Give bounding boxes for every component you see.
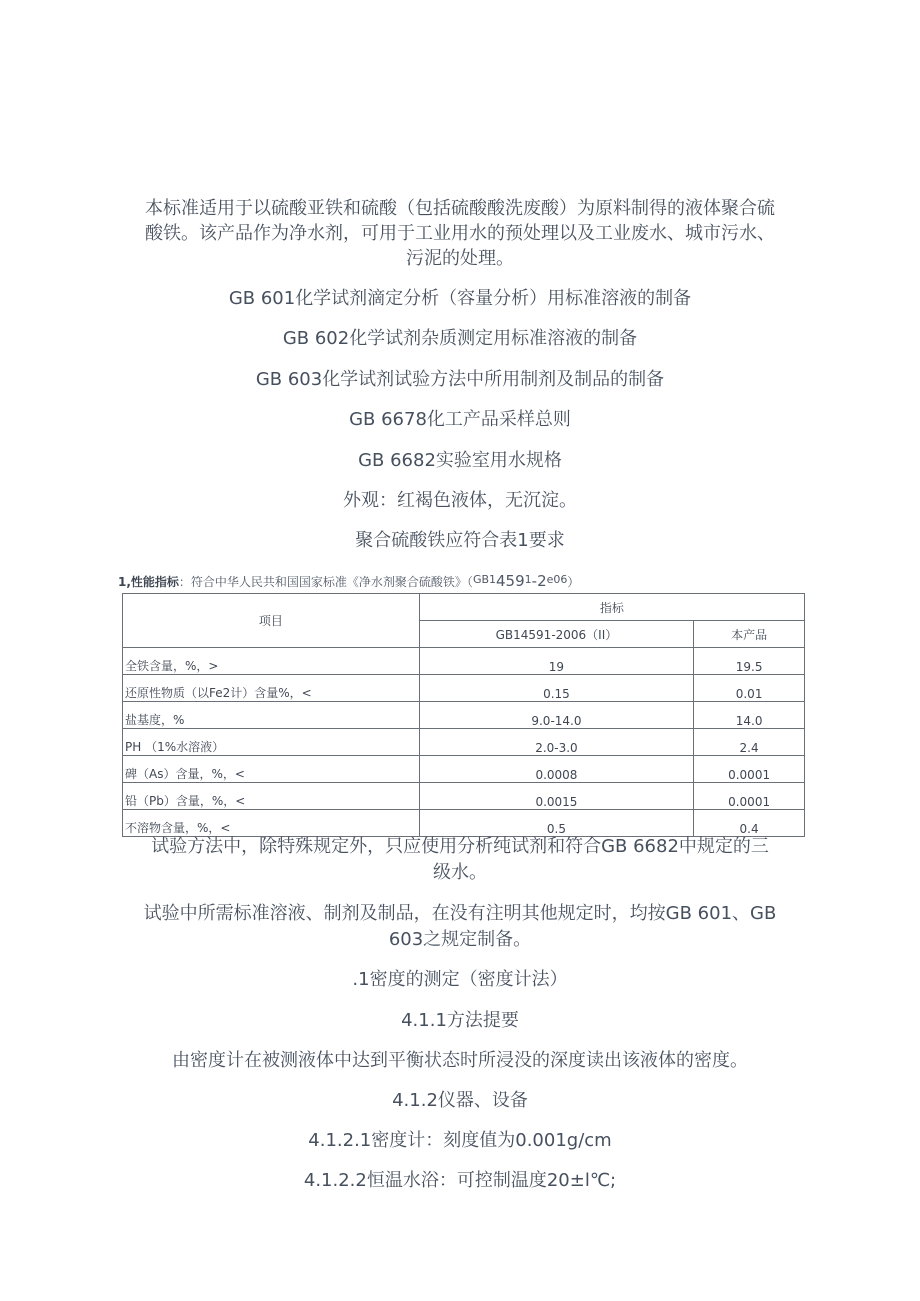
row-gb: 0.5 [419, 810, 694, 837]
caption-sup: GB1 [472, 573, 497, 586]
table-row [123, 729, 805, 756]
row-product: 0.0001 [694, 783, 805, 810]
row-item: 还原性物质（以Fe2计）含量%，< [123, 675, 420, 702]
intro-line-1: 本标准适用于以硫酸亚铁和硫酸（包括硫酸酸洗废酸）为原料制得的液体聚合硫 [145, 198, 775, 219]
row-product: 0.4 [694, 810, 805, 837]
reagent-note-line-2: 603之规定制备。 [388, 929, 532, 950]
intro-line-2: 酸铁。该产品作为净水剂，可用于工业用水的预处理以及工业废水、城市污水、 [145, 223, 775, 244]
caption-tail-1: 459 [496, 572, 525, 590]
section-4-1-2-1: 4.1.2.1密度计：刻度值为0.001g/cm [308, 1130, 612, 1151]
header-item: 项目 [123, 594, 420, 648]
appearance-text: 外观：红褐色液体，无沉淀。 [343, 490, 577, 511]
table-header-row [123, 594, 805, 621]
table-row [123, 702, 805, 729]
method-note-line-1: 试验方法中，除特殊规定外，只应使用分析纯试剂和符合GB 6682中规定的三 [151, 836, 769, 857]
method-note-line-2: 级水。 [433, 862, 487, 883]
reagent-note-line-1: 试验中所需标准溶液、制剂及制品，在没有注明其他规定时，均按GB 601、GB [143, 903, 777, 924]
section-4-1-2: 4.1.2仪器、设备 [392, 1090, 528, 1111]
table-row [123, 675, 805, 702]
row-item: 碑（As）含量，%，< [123, 756, 420, 783]
caption-close: ） [567, 575, 580, 589]
row-item: 全铁含量，%，> [123, 648, 420, 675]
reference-gb603: GB 603化学试剂试验方法中所用制剂及制品的制备 [255, 369, 665, 390]
section-4-1-1: 4.1.1方法提要 [401, 1010, 519, 1031]
row-item: 不溶物含量，%，< [123, 810, 420, 837]
row-product: 14.0 [694, 702, 805, 729]
row-gb: 0.0008 [419, 756, 694, 783]
row-product: 0.0001 [694, 756, 805, 783]
row-item: 盐基度，% [123, 702, 420, 729]
header-index: 指标 [419, 594, 804, 621]
density-title: .1密度的测定（密度计法） [352, 969, 568, 990]
row-product: 2.4 [694, 729, 805, 756]
row-gb: 9.0-14.0 [419, 702, 694, 729]
row-gb: 2.0-3.0 [419, 729, 694, 756]
caption-sup-2: 1 [524, 573, 532, 586]
row-gb: 0.0015 [419, 783, 694, 810]
row-gb: 19 [419, 648, 694, 675]
reference-gb601: GB 601化学试剂滴定分析（容量分析）用标准溶液的制备 [228, 288, 692, 309]
header-product: 本产品 [694, 621, 805, 648]
reference-gb6682: GB 6682实验室用水规格 [358, 450, 562, 471]
table-row [123, 648, 805, 675]
row-item: 铅（Pb）含量，%，< [123, 783, 420, 810]
caption-text: ：符合中华人民共和国国家标准《净水剂聚合硫酸铁》（ [178, 575, 473, 589]
row-item: PH （1%水溶液） [123, 729, 420, 756]
requirement-text: 聚合硫酸铁应符合表1要求 [355, 530, 565, 551]
section-4-1-2-2: 4.1.2.2恒温水浴：可控制温度20±l℃; [303, 1170, 617, 1191]
caption-label: 1,性能指标 [118, 575, 179, 589]
caption-tail-2: -2 [531, 572, 547, 590]
row-product: 0.01 [694, 675, 805, 702]
table-row [123, 810, 805, 837]
section-4-1-1-text: 由密度计在被测液体中达到平衡状态时所浸没的深度读出该液体的密度。 [172, 1050, 748, 1071]
table-caption [118, 572, 579, 590]
caption-sup-3: e06 [546, 573, 568, 586]
row-gb: 0.15 [419, 675, 694, 702]
table-row [123, 756, 805, 783]
header-gb: GB14591-2006（II） [419, 621, 694, 648]
intro-line-3: 污泥的处理。 [406, 248, 514, 269]
reference-gb602: GB 602化学试剂杂质测定用标准溶液的制备 [282, 328, 638, 349]
reference-gb6678: GB 6678化工产品采样总则 [349, 409, 571, 430]
table-row [123, 783, 805, 810]
spec-table [122, 593, 805, 837]
row-product: 19.5 [694, 648, 805, 675]
